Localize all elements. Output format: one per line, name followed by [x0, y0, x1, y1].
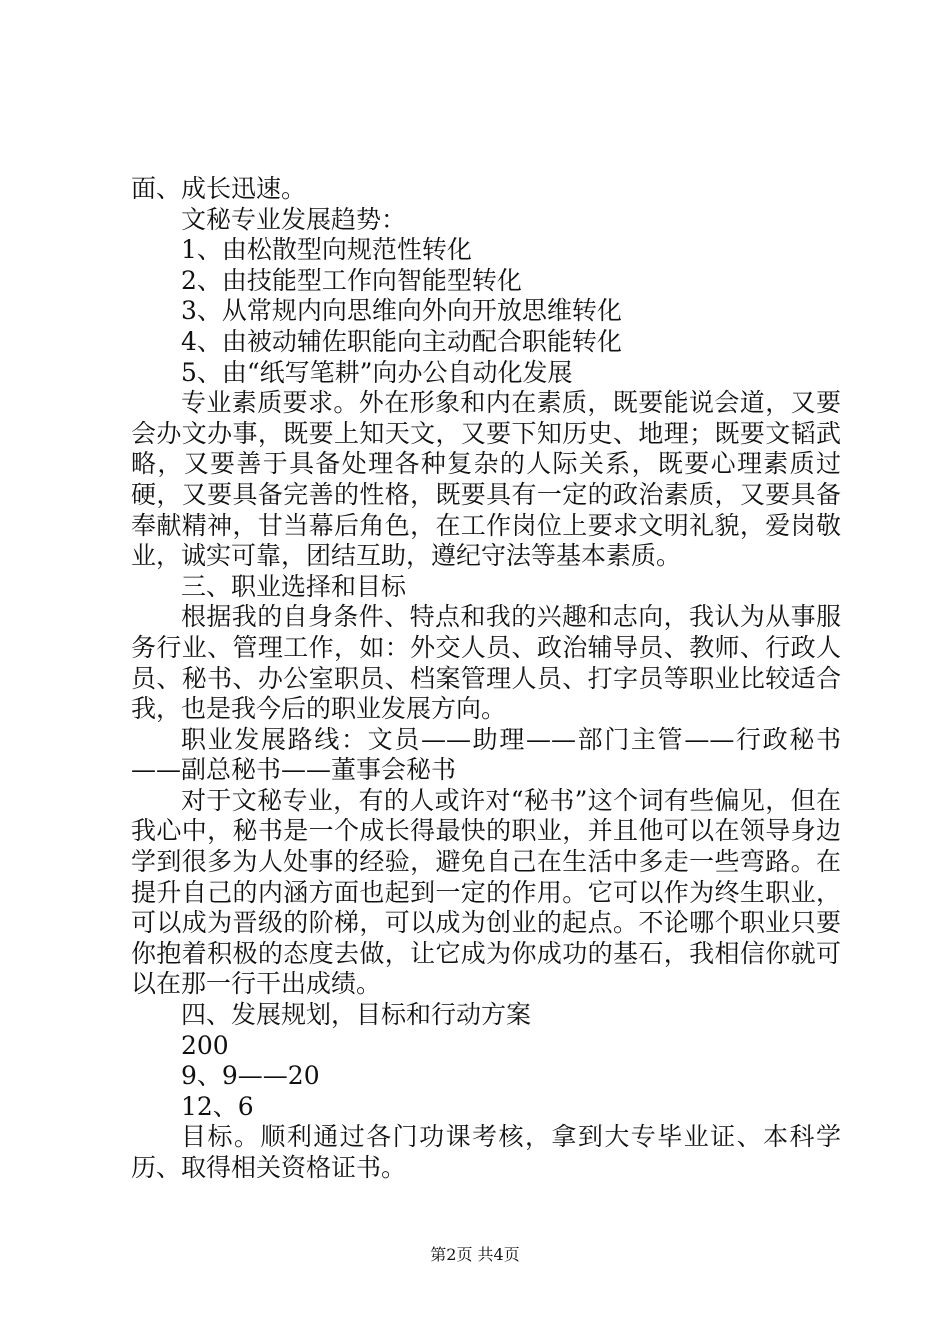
paragraph: 4、由被动辅佐职能向主动配合职能转化	[181, 326, 622, 356]
paragraph: 职业发展路线：文员——助理——部门主管——行政秘书——副总秘书——董事会秘书	[131, 724, 841, 785]
paragraph: 四、发展规划，目标和行动方案	[181, 1000, 532, 1030]
paragraph: 9、9——20	[181, 1061, 320, 1091]
paragraph: 三、职业选择和目标	[181, 571, 407, 601]
paragraph: 1、由松散型向规范性转化	[181, 235, 472, 265]
paragraph: 根据我的自身条件、特点和我的兴趣和志向，我认为从事服务行业、管理工作，如：外交人员、政治辅导员、教师、行政人员、秘书、办公室职员、档案管理人员、打字员等职业比较适合我，也是我今后的职业发展方向。	[131, 602, 841, 724]
document-body	[131, 174, 841, 1184]
page-footer: 第2页 共4页	[430, 1245, 520, 1264]
paragraph: 5、由“纸写笔耕”向办公自动化发展	[181, 357, 573, 387]
paragraph: 12、6	[181, 1091, 254, 1121]
paragraph: 200	[181, 1030, 229, 1060]
paragraph: 对于文秘专业，有的人或许对“秘书”这个词有些偏见，但在我心中，秘书是一个成长得最快的职业，并且他可以在领导身边学到很多为人处事的经验，避免自己在生活中多走一些弯路。在提升自己的内涵方面也起到一定的作用。它可以作为终生职业，可以成为晋级的阶梯，可以成为创业的起点。不论哪个职业只要你抱着积极的态度去做，让它成为你成功的基石，我相信你就可以在那一行干出成绩。	[131, 785, 841, 999]
paragraph: 3、从常规内向思维向外向开放思维转化	[181, 296, 622, 326]
paragraph: 文秘专业发展趋势：	[181, 204, 407, 234]
paragraph: 目标。顺利通过各门功课考核，拿到大专毕业证、本科学历、取得相关资格证书。	[131, 1122, 841, 1182]
paragraph: 2、由技能型工作向智能型转化	[181, 265, 522, 295]
paragraph: 面、成长迅速。	[131, 174, 307, 203]
paragraph: 专业素质要求。外在形象和内在素质，既要能说会道，又要会办文办事，既要上知天文，又要下知历史、地理；既要文韬武略，又要善于具备处理各种复杂的人际关系，既要心理素质过硬，又要具备完善的性格，既要具有一定的政治素质，又要具备奉献精神，甘当幕后角色，在工作岗位上要求文明礼貌，爱岗敬业，诚实可靠，团结互助，遵纪守法等基本素质。	[131, 388, 841, 571]
